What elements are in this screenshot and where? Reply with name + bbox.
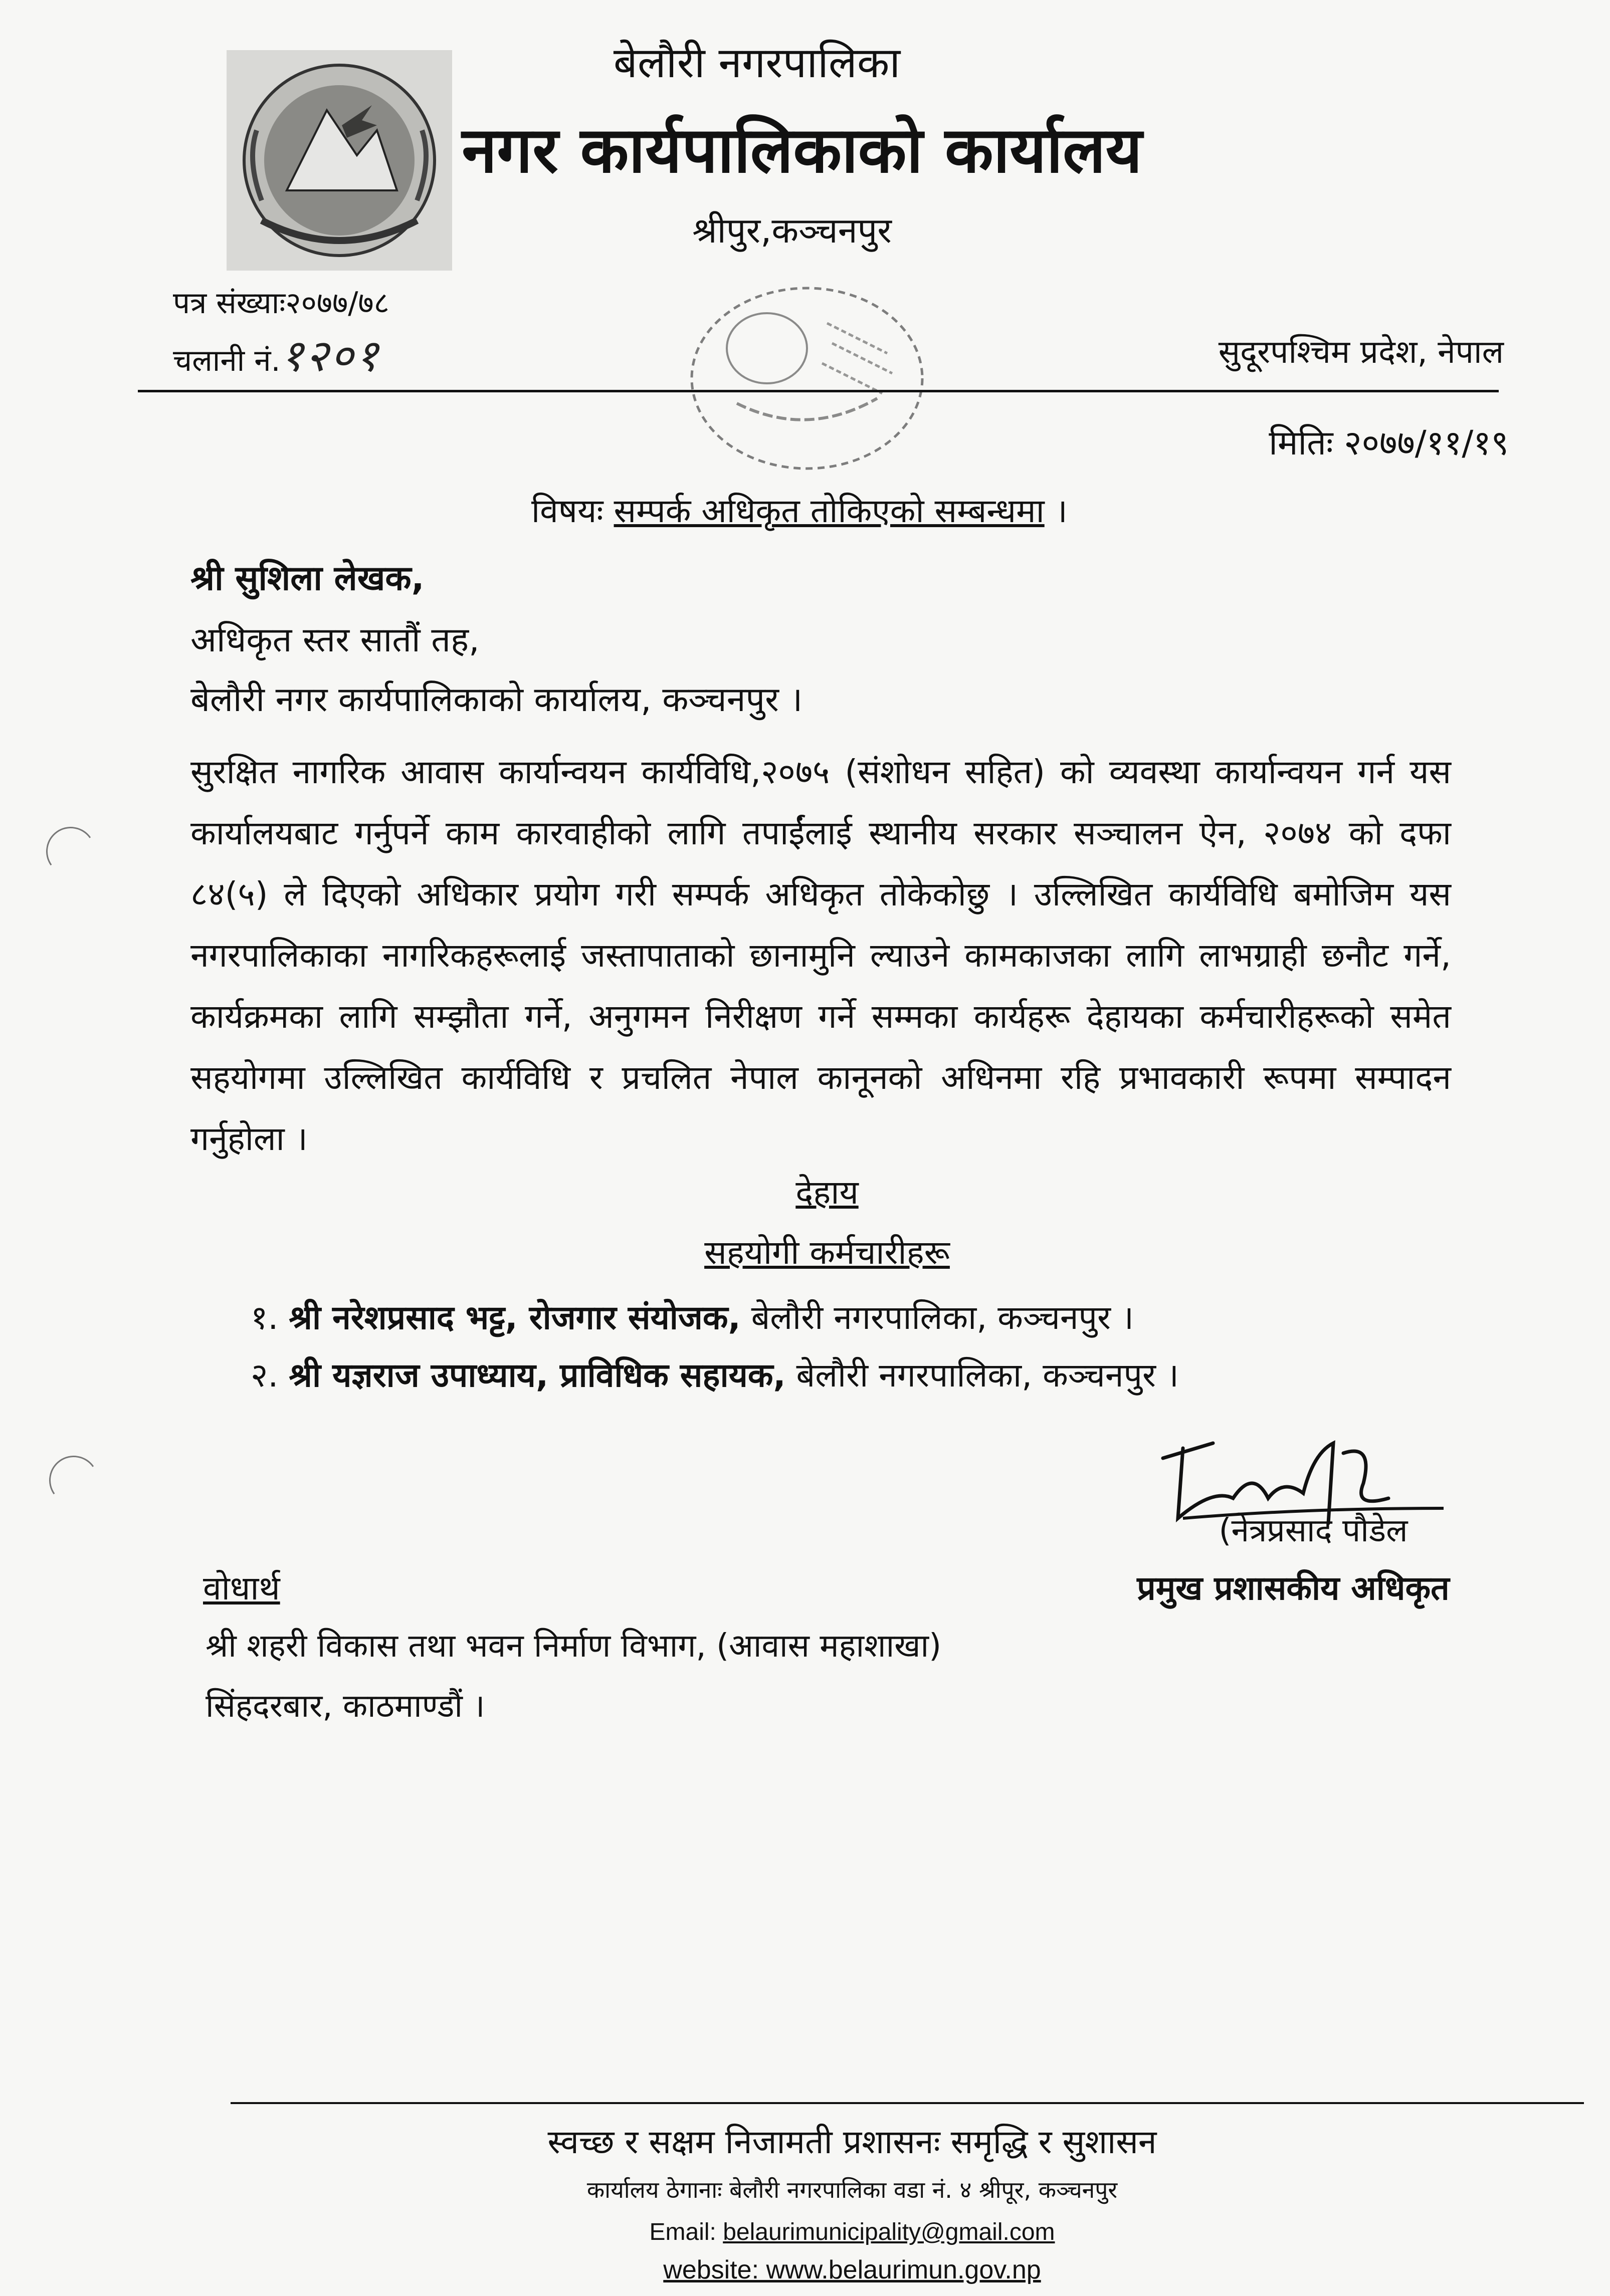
bodharth-label: वोधार्थ	[203, 1569, 280, 1608]
subject-line	[531, 489, 1068, 534]
staff-item	[251, 1295, 1134, 1340]
staff-number: १.	[251, 1298, 279, 1337]
email-label: Email:	[649, 2219, 723, 2245]
website-link[interactable]: website: www.belaurimun.gov.np	[663, 2255, 1041, 2284]
signatory-name: (नेत्रप्रसाद पौडेल	[1219, 1512, 1408, 1549]
nepal-government-emblem-icon	[227, 50, 452, 271]
signatory-title: प्रमुख प्रशासकीय अधिकृत	[1137, 1569, 1450, 1608]
footer-email	[551, 2215, 1153, 2250]
dehay-heading: देहाय	[795, 1173, 859, 1212]
date-label: मितिः	[1269, 423, 1333, 463]
email-link[interactable]: belaurimunicipality@gmail.com	[723, 2219, 1055, 2245]
dispatch-number	[173, 330, 380, 381]
dispatch-label: चलानी नं.	[173, 343, 281, 378]
office-seal-icon	[677, 273, 937, 484]
letter-body: सुरक्षित नागरिक आवास कार्यान्वयन कार्यविधि,२०७५ (संशोधन सहित) को व्यवस्था कार्यान्वयन गर्न यस कार्यालयबाट गर्नुपर्ने काम कारवाहीको लागि तपाईंलाई स्थानीय सरकार सञ्चालन ऐन, २०७४ को दफा ८४(५) ले दिएको अधिकार प्रयोग गरी सम्पर्क अधिकृत तोकेकोछु । उल्लिखित कार्यविधि बमोजिम यस नगरपालिकाका नागरिकहरूलाई जस्तापाताको छानामुनि ल्याउने कामकाजका लागि लाभग्राही छनौट गर्ने, कार्यक्रमका लागि सम्झौता गर्ने, अनुगमन निरीक्षण गर्ने सम्मका कार्यहरू देहायका कर्मचारीहरूको समेत सहयोगमा उल्लिखित कार्यविधि र प्रचलित नेपाल कानूनको अधिनमा रहि प्रभावकारी रूपमा सम्पादन गर्नुहोला ।	[190, 753, 1451, 1158]
addressee-name: श्री सुशिला लेखक,	[190, 559, 425, 598]
addressee-office: बेलौरी नगर कार्यपालिकाको कार्यालय, कञ्चनपुर ।	[190, 680, 803, 720]
staff-item	[251, 1353, 1179, 1398]
subject-label: विषयः	[531, 492, 603, 530]
addressee-position: अधिकृत स्तर सातौं तह,	[190, 620, 480, 660]
staff-office: बेलौरी नगरपालिका, कञ्चनपुर ।	[785, 1356, 1179, 1395]
bodharth-location: सिंहदरबार, काठमाण्डौं ।	[206, 1688, 485, 1725]
footer-motto: स्वच्छ र सक्षम निजामती प्रशासनः समृद्धि र सुशासन	[547, 2123, 1157, 2161]
province-name: सुदूरपश्चिम प्रदेश, नेपाल	[1218, 334, 1504, 371]
staff-office: बेलौरी नगरपालिका, कञ्चनपुर ।	[740, 1298, 1134, 1337]
footer-address: कार्यालय ठेगानाः बेलौरी नगरपालिका वडा नं. ४ श्रीपूर, कञ्चनपुर	[586, 2176, 1118, 2203]
office-address: श्रीपुर,कञ्चनपुर	[692, 210, 892, 251]
letter-date	[1128, 421, 1509, 466]
footer-divider	[231, 2102, 1584, 2104]
subject-text: सम्पर्क अधिकृत तोकिएको सम्बन्धमा	[614, 492, 1045, 530]
punch-hole	[42, 823, 99, 880]
staff-heading: सहयोगी कर्मचारीहरू	[704, 1233, 950, 1272]
office-name: नगर कार्यपालिकाको कार्यालय	[462, 113, 1142, 187]
date-value: २०७७/११/१९	[1344, 423, 1509, 463]
letter-number-label: पत्र संख्याः	[173, 286, 286, 321]
dispatch-value: १२०१	[280, 330, 380, 381]
staff-number: २.	[251, 1356, 279, 1395]
letter-number	[173, 283, 389, 323]
bodharth-recipient: श्री शहरी विकास तथा भवन निर्माण विभाग, (आवास महाशाखा)	[206, 1628, 942, 1665]
header-divider	[138, 390, 1499, 392]
staff-name: श्री नरेशप्रसाद भट्ट, रोजगार संयोजक,	[289, 1298, 741, 1337]
letter-number-value: २०७७/७८	[285, 286, 389, 321]
subject-end: ।	[1044, 492, 1068, 530]
punch-hole	[45, 1452, 102, 1509]
municipality-name: बेलौरी नगरपालिका	[613, 38, 901, 87]
staff-name: श्री यज्ञराज उपाध्याय, प्राविधिक सहायक,	[289, 1356, 786, 1395]
